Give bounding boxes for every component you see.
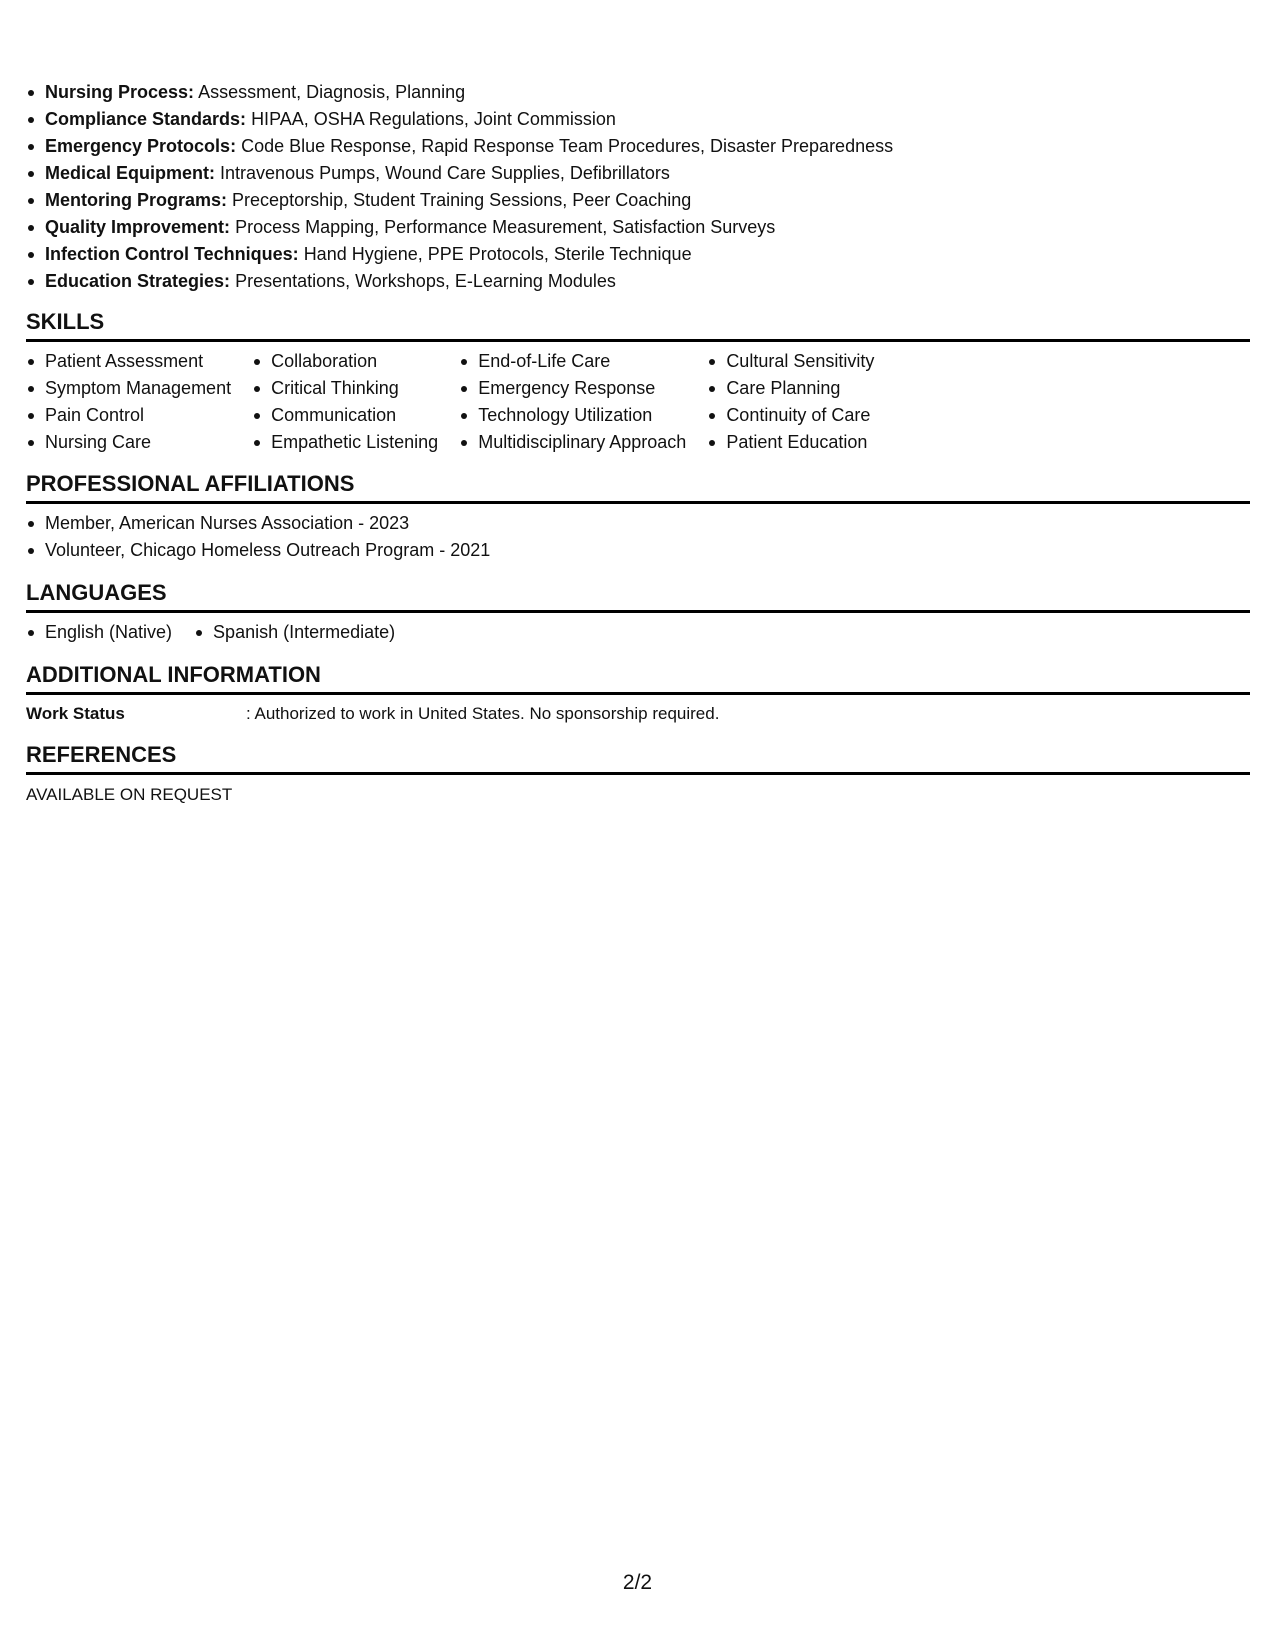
item-label: Compliance Standards: — [45, 109, 247, 129]
list-item — [26, 214, 1250, 241]
technical-skills-list — [26, 79, 1250, 295]
work-status-row — [26, 701, 1250, 727]
language-item: English (Native) — [26, 619, 172, 646]
skill-item: Cultural Sensitivity — [707, 348, 874, 375]
skill-item: Emergency Response — [459, 375, 686, 402]
skill-item: End-of-Life Care — [459, 348, 686, 375]
item-text: Preceptorship, Student Training Sessions, Peer Coaching — [232, 190, 692, 210]
list-item — [26, 106, 1250, 133]
list-item: Member, American Nurses Association - 2023 — [26, 510, 1250, 537]
item-label: Education Strategies: — [45, 271, 231, 291]
skills-grid — [26, 348, 1250, 456]
list-item — [26, 187, 1250, 214]
skills-column — [707, 348, 874, 456]
skill-item: Continuity of Care — [707, 402, 874, 429]
item-label: Nursing Process: — [45, 82, 195, 102]
references-text: AVAILABLE ON REQUEST — [26, 785, 233, 804]
skill-item: Technology Utilization — [459, 402, 686, 429]
skills-column — [26, 348, 231, 456]
item-text: Presentations, Workshops, E-Learning Modules — [235, 271, 616, 291]
resume-page — [26, 79, 1250, 808]
work-status-label: Work Status — [26, 704, 125, 723]
item-text: HIPAA, OSHA Regulations, Joint Commission — [251, 109, 616, 129]
item-text: Hand Hygiene, PPE Protocols, Sterile Technique — [303, 244, 692, 264]
skill-item: Critical Thinking — [252, 375, 438, 402]
language-column — [26, 619, 172, 646]
skill-item: Patient Education — [707, 429, 874, 456]
list-item — [26, 160, 1250, 187]
languages-heading: LANGUAGES — [26, 579, 1250, 613]
item-label: Infection Control Techniques: — [45, 244, 299, 264]
list-item — [26, 241, 1250, 268]
skill-item: Communication — [252, 402, 438, 429]
skill-item: Symptom Management — [26, 375, 231, 402]
item-label: Medical Equipment: — [45, 163, 216, 183]
affiliations-list — [26, 510, 1250, 564]
list-item — [26, 79, 1250, 106]
skill-item: Pain Control — [26, 402, 231, 429]
item-label: Mentoring Programs: — [45, 190, 228, 210]
work-status-value: : Authorized to work in United States. No sponsorship required. — [246, 704, 720, 723]
skill-item: Collaboration — [252, 348, 438, 375]
page-number: 2/2 — [622, 1571, 653, 1594]
item-label: Quality Improvement: — [45, 217, 231, 237]
skills-column — [459, 348, 686, 456]
skill-item: Nursing Care — [26, 429, 231, 456]
skill-item: Empathetic Listening — [252, 429, 438, 456]
item-text: Assessment, Diagnosis, Planning — [198, 82, 466, 102]
affiliations-heading: PROFESSIONAL AFFILIATIONS — [26, 470, 1250, 504]
list-item: Volunteer, Chicago Homeless Outreach Program - 2021 — [26, 537, 1250, 564]
item-text: Intravenous Pumps, Wound Care Supplies, Defibrillators — [220, 163, 670, 183]
list-item — [26, 133, 1250, 160]
item-text: Code Blue Response, Rapid Response Team Procedures, Disaster Preparedness — [241, 136, 894, 156]
skill-item: Patient Assessment — [26, 348, 231, 375]
language-item: Spanish (Intermediate) — [194, 619, 395, 646]
item-label: Emergency Protocols: — [45, 136, 237, 156]
list-item — [26, 268, 1250, 295]
additional-info-heading: ADDITIONAL INFORMATION — [26, 661, 1250, 695]
language-column — [194, 619, 395, 646]
item-text: Process Mapping, Performance Measurement, Satisfaction Surveys — [235, 217, 776, 237]
languages-list — [26, 619, 1250, 646]
skills-column — [252, 348, 438, 456]
skill-item: Care Planning — [707, 375, 874, 402]
skills-heading: SKILLS — [26, 308, 1250, 342]
references-heading: REFERENCES — [26, 741, 1250, 775]
skill-item: Multidisciplinary Approach — [459, 429, 686, 456]
